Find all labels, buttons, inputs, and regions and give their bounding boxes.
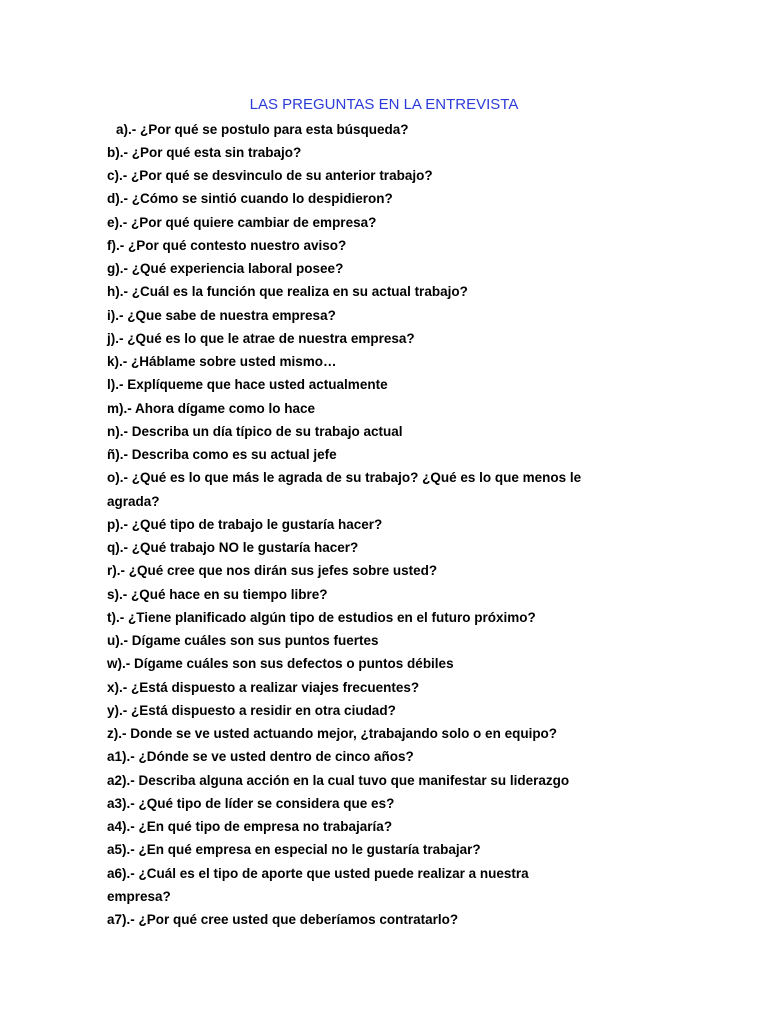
question-line: a6).- ¿Cuál es el tipo de aporte que usted puede realizar a nuestra <box>107 865 529 881</box>
question-line: k).- ¿Háblame sobre usted mismo… <box>107 354 337 369</box>
question-line: a5).- ¿En qué empresa en especial no le gustaría trabajar? <box>107 842 481 858</box>
question-list <box>107 118 687 932</box>
question-line: y).- ¿Está dispuesto a residir en otra ciudad? <box>107 702 396 718</box>
question-line: u).- Dígame cuáles son sus puntos fuertes <box>107 633 379 648</box>
question-line: l).- Explíqueme que hace usted actualmente <box>107 377 388 393</box>
question-line: g).- ¿Qué experiencia laboral posee? <box>107 261 344 276</box>
question-line: h).- ¿Cuál es la función que realiza en su actual trabajo? <box>107 284 468 300</box>
question-line: empresa? <box>107 888 171 904</box>
question-line: ñ).- Describa como es su actual jefe <box>107 447 337 462</box>
question-line: a2).- Describa alguna acción en la cual tuvo que manifestar su liderazgo <box>107 772 570 788</box>
question-line: a4).- ¿En qué tipo de empresa no trabajaría? <box>107 819 393 834</box>
question-line: p).- ¿Qué tipo de trabajo le gustaría hacer? <box>107 516 383 532</box>
question-line: s).- ¿Qué hace en su tiempo libre? <box>107 586 328 602</box>
document-title: LAS PREGUNTAS EN LA ENTREVISTA <box>249 96 519 113</box>
question-line: a7).- ¿Por qué cree usted que deberíamos contratarlo? <box>107 912 459 927</box>
question-line: c).- ¿Por qué se desvinculo de su anterior trabajo? <box>107 168 433 183</box>
question-line: b).- ¿Por qué esta sin trabajo? <box>107 144 302 160</box>
question-line: i).- ¿Que sabe de nuestra empresa? <box>107 307 336 323</box>
question-line: n).- Describa un día típico de su trabajo actual <box>107 423 403 439</box>
question-line: t).- ¿Tiene planificado algún tipo de estudios en el futuro próximo? <box>107 609 536 625</box>
question-line: a).- ¿Por qué se postulo para esta búsqueda? <box>116 121 409 137</box>
question-line: q).- ¿Qué trabajo NO le gustaría hacer? <box>107 540 359 555</box>
question-line: z).- Donde se ve usted actuando mejor, ¿trabajando solo o en equipo? <box>107 726 558 741</box>
question-line: o).- ¿Qué es lo que más le agrada de su trabajo? ¿Qué es lo que menos le <box>107 470 582 486</box>
question-line: d).- ¿Cómo se sintió cuando lo despidieron? <box>107 191 393 207</box>
question-line: a3).- ¿Qué tipo de líder se considera que es? <box>107 795 395 811</box>
question-line: j).- ¿Qué es lo que le atrae de nuestra empresa? <box>107 330 415 346</box>
question-line: m).- Ahora dígame como lo hace <box>107 400 316 416</box>
question-line: r).- ¿Qué cree que nos dirán sus jefes sobre usted? <box>107 563 438 579</box>
question-line: a1).- ¿Dónde se ve usted dentro de cinco años? <box>107 749 414 765</box>
question-line: x).- ¿Está dispuesto a realizar viajes frecuentes? <box>107 679 420 695</box>
question-line: agrada? <box>107 493 160 509</box>
question-line: w).- Dígame cuáles son sus defectos o puntos débiles <box>107 656 454 672</box>
question-line: e).- ¿Por qué quiere cambiar de empresa? <box>107 214 377 230</box>
question-line: f).- ¿Por qué contesto nuestro aviso? <box>107 237 347 253</box>
